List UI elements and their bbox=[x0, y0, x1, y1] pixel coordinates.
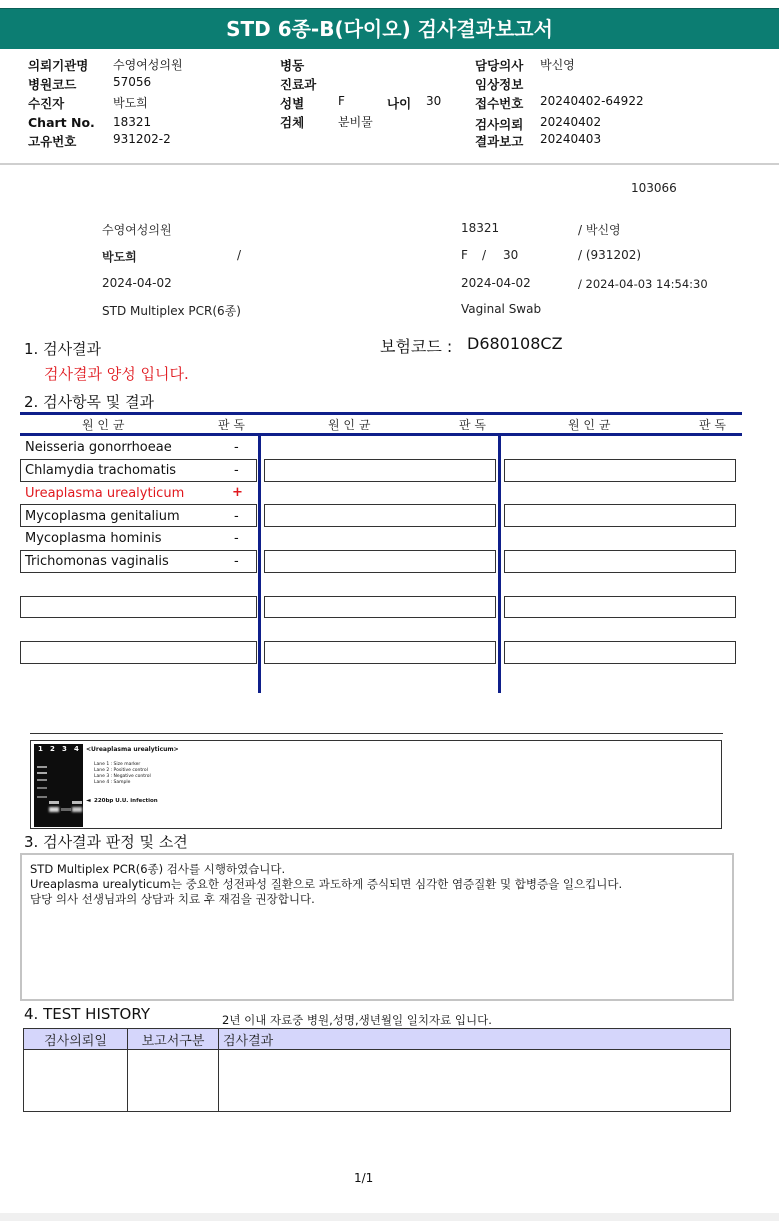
header-divider bbox=[0, 163, 779, 165]
result-row-box bbox=[264, 641, 496, 664]
lane-number: 2 bbox=[50, 745, 55, 753]
organism-name: Trichomonas vaginalis bbox=[25, 554, 169, 569]
result-row-box bbox=[264, 459, 496, 482]
band-arrow: ◄ bbox=[86, 797, 91, 804]
organism-name: Mycoplasma genitalium bbox=[25, 509, 180, 524]
field-value: 분비물 bbox=[338, 115, 373, 129]
field-label: 수진자 bbox=[28, 96, 65, 111]
gel-legend-line: Lane 2 : Positive control bbox=[94, 768, 148, 773]
gel-legend-line: Lane 3 : Negative control bbox=[94, 774, 151, 779]
test-name: STD Multiplex PCR(6종) bbox=[102, 304, 241, 318]
field-label: 성별 bbox=[280, 96, 305, 111]
positive-result-text: 검사결과 양성 입니다. bbox=[44, 365, 189, 383]
result-row-box bbox=[20, 596, 257, 618]
result-row-box bbox=[20, 641, 257, 664]
separator: / bbox=[482, 248, 487, 262]
page-number: 1/1 bbox=[354, 1171, 374, 1185]
organism-name: Neisseria gonorrhoeae bbox=[25, 440, 172, 455]
gel-title: <Ureaplasma urealyticum> bbox=[86, 746, 179, 753]
field-label: 결과보고 bbox=[475, 134, 524, 149]
gel-legend-line: Lane 1 : Size marker bbox=[94, 762, 141, 767]
band-label: 220bp U.U. infection bbox=[94, 798, 158, 804]
lane-number: 1 bbox=[38, 745, 43, 753]
organism-result: - bbox=[234, 531, 239, 546]
field-value: 30 bbox=[426, 94, 442, 108]
insurance-label: 보험코드 : bbox=[380, 337, 453, 356]
result-row-box bbox=[264, 504, 496, 527]
organism-name: Chlamydia trachomatis bbox=[25, 463, 177, 478]
field-label: 접수번호 bbox=[475, 96, 524, 111]
field-label: 고유번호 bbox=[28, 134, 77, 149]
col-header-result: 판 독 bbox=[459, 418, 486, 432]
organism-name: Mycoplasma hominis bbox=[25, 531, 162, 546]
section4-title: 4. TEST HISTORY bbox=[24, 1005, 150, 1023]
negative-band bbox=[61, 808, 71, 811]
field-label: 진료과 bbox=[280, 77, 317, 92]
field-value: 박도희 bbox=[113, 96, 148, 110]
organism-result: - bbox=[234, 440, 239, 455]
field-value: 수영여성의원 bbox=[113, 58, 183, 72]
history-cell bbox=[24, 1050, 128, 1112]
opinion-line: 담당 의사 선생님과의 상담과 치료 후 재검을 권장합니다. bbox=[30, 892, 315, 906]
specimen-type: Vaginal Swab bbox=[461, 302, 542, 316]
organism-name-positive: Ureaplasma urealyticum bbox=[25, 486, 185, 501]
lane-number: 3 bbox=[62, 745, 67, 753]
field-label: 병원코드 bbox=[28, 77, 77, 92]
ladder-band bbox=[37, 796, 47, 798]
organism-result: - bbox=[234, 463, 239, 478]
request-date: 2024-04-02 bbox=[102, 276, 172, 290]
field-value: F bbox=[338, 94, 345, 108]
col-header-organism: 원 인 균 bbox=[568, 418, 611, 432]
section1-title: 1. 검사결과 bbox=[24, 340, 102, 358]
report-number: 103066 bbox=[631, 181, 677, 195]
section3-title: 3. 검사결과 판정 및 소견 bbox=[24, 833, 188, 851]
result-row-box bbox=[504, 504, 736, 527]
ladder-band bbox=[37, 779, 47, 781]
field-label: 검사의뢰 bbox=[475, 117, 524, 132]
result-row-box bbox=[264, 550, 496, 573]
col-header-result: 판 독 bbox=[218, 418, 245, 432]
insurance-code: D680108CZ bbox=[467, 334, 563, 353]
field-label: 나이 bbox=[387, 96, 412, 111]
column-divider bbox=[258, 433, 261, 693]
field-label: Chart No. bbox=[28, 115, 95, 130]
ladder-band bbox=[37, 787, 47, 789]
patient-sex: F bbox=[461, 248, 468, 262]
gel-top-rule bbox=[30, 733, 723, 734]
field-label: 의뢰기관명 bbox=[28, 58, 89, 73]
col-header-organism: 원 인 균 bbox=[82, 418, 125, 432]
field-value: 18321 bbox=[113, 115, 152, 129]
gel-legend-line: Lane 4 : Sample bbox=[94, 780, 131, 785]
field-value: 20240402-64922 bbox=[540, 94, 644, 108]
result-row-box bbox=[504, 459, 736, 482]
field-value: 20240403 bbox=[540, 132, 602, 146]
lane-number: 4 bbox=[74, 745, 79, 753]
hospital-name: 수영여성의원 bbox=[102, 223, 172, 237]
col-header-result: 판 독 bbox=[699, 418, 726, 432]
report-title: STD 6종-B(다이오) 검사결과보고서 bbox=[0, 8, 779, 49]
opinion-line: Ureaplasma urealyticum는 중요한 성전파성 질환으로 과도하게 증식되면 심각한 염증질환 및 합병증을 일으킵니다. bbox=[30, 877, 623, 891]
ladder-band bbox=[37, 772, 47, 774]
sample-band bbox=[72, 807, 82, 812]
opinion-box bbox=[20, 853, 734, 1001]
table-top-rule bbox=[20, 412, 742, 415]
field-label: 검체 bbox=[280, 115, 305, 130]
patient-age: 30 bbox=[503, 248, 519, 262]
ladder-band bbox=[37, 766, 47, 768]
organism-result: - bbox=[234, 554, 239, 569]
patient-name: 박도희 bbox=[102, 250, 137, 264]
history-col-type: 보고서구분 bbox=[128, 1029, 219, 1050]
chart-number: 18321 bbox=[461, 221, 500, 235]
doctor-name: / 박신영 bbox=[578, 223, 621, 237]
gel-image bbox=[34, 744, 83, 827]
field-value: 박신영 bbox=[540, 58, 575, 72]
field-value: 57056 bbox=[113, 75, 152, 89]
result-row-box bbox=[504, 641, 736, 664]
organism-result: - bbox=[234, 509, 239, 524]
result-row-box bbox=[504, 550, 736, 573]
positive-band bbox=[49, 807, 59, 812]
history-cell bbox=[219, 1050, 731, 1112]
field-label: 병동 bbox=[280, 58, 305, 73]
received-date: 2024-04-02 bbox=[461, 276, 531, 290]
opinion-line: STD Multiplex PCR(6종) 검사를 시행하였습니다. bbox=[30, 862, 286, 876]
gel-figure bbox=[30, 740, 722, 829]
patient-id: / (931202) bbox=[578, 248, 642, 262]
separator: / bbox=[237, 248, 242, 262]
history-table bbox=[23, 1028, 731, 1112]
history-col-result: 검사결과 bbox=[219, 1029, 731, 1050]
history-row bbox=[24, 1050, 731, 1112]
result-row-box bbox=[504, 596, 736, 618]
history-header-row bbox=[24, 1029, 731, 1050]
history-col-date: 검사의뢰일 bbox=[24, 1029, 128, 1050]
history-note: 2년 이내 자료중 병원,성명,생년월일 일치자료 입니다. bbox=[222, 1013, 492, 1027]
section2-title: 2. 검사항목 및 결과 bbox=[24, 393, 155, 411]
table-header-rule bbox=[20, 433, 742, 436]
result-row-box bbox=[264, 596, 496, 618]
field-label: 담당의사 bbox=[475, 58, 524, 73]
field-value: 20240402 bbox=[540, 115, 602, 129]
field-label: 임상정보 bbox=[475, 77, 524, 92]
report-datetime: / 2024-04-03 14:54:30 bbox=[578, 277, 708, 291]
sample-band bbox=[72, 801, 82, 804]
column-divider bbox=[498, 433, 501, 693]
col-header-organism: 원 인 균 bbox=[328, 418, 371, 432]
field-value: 931202-2 bbox=[113, 132, 171, 146]
history-cell bbox=[128, 1050, 219, 1112]
opinion-text bbox=[30, 862, 622, 907]
organism-result-positive: + bbox=[232, 485, 243, 500]
positive-band bbox=[49, 801, 59, 804]
